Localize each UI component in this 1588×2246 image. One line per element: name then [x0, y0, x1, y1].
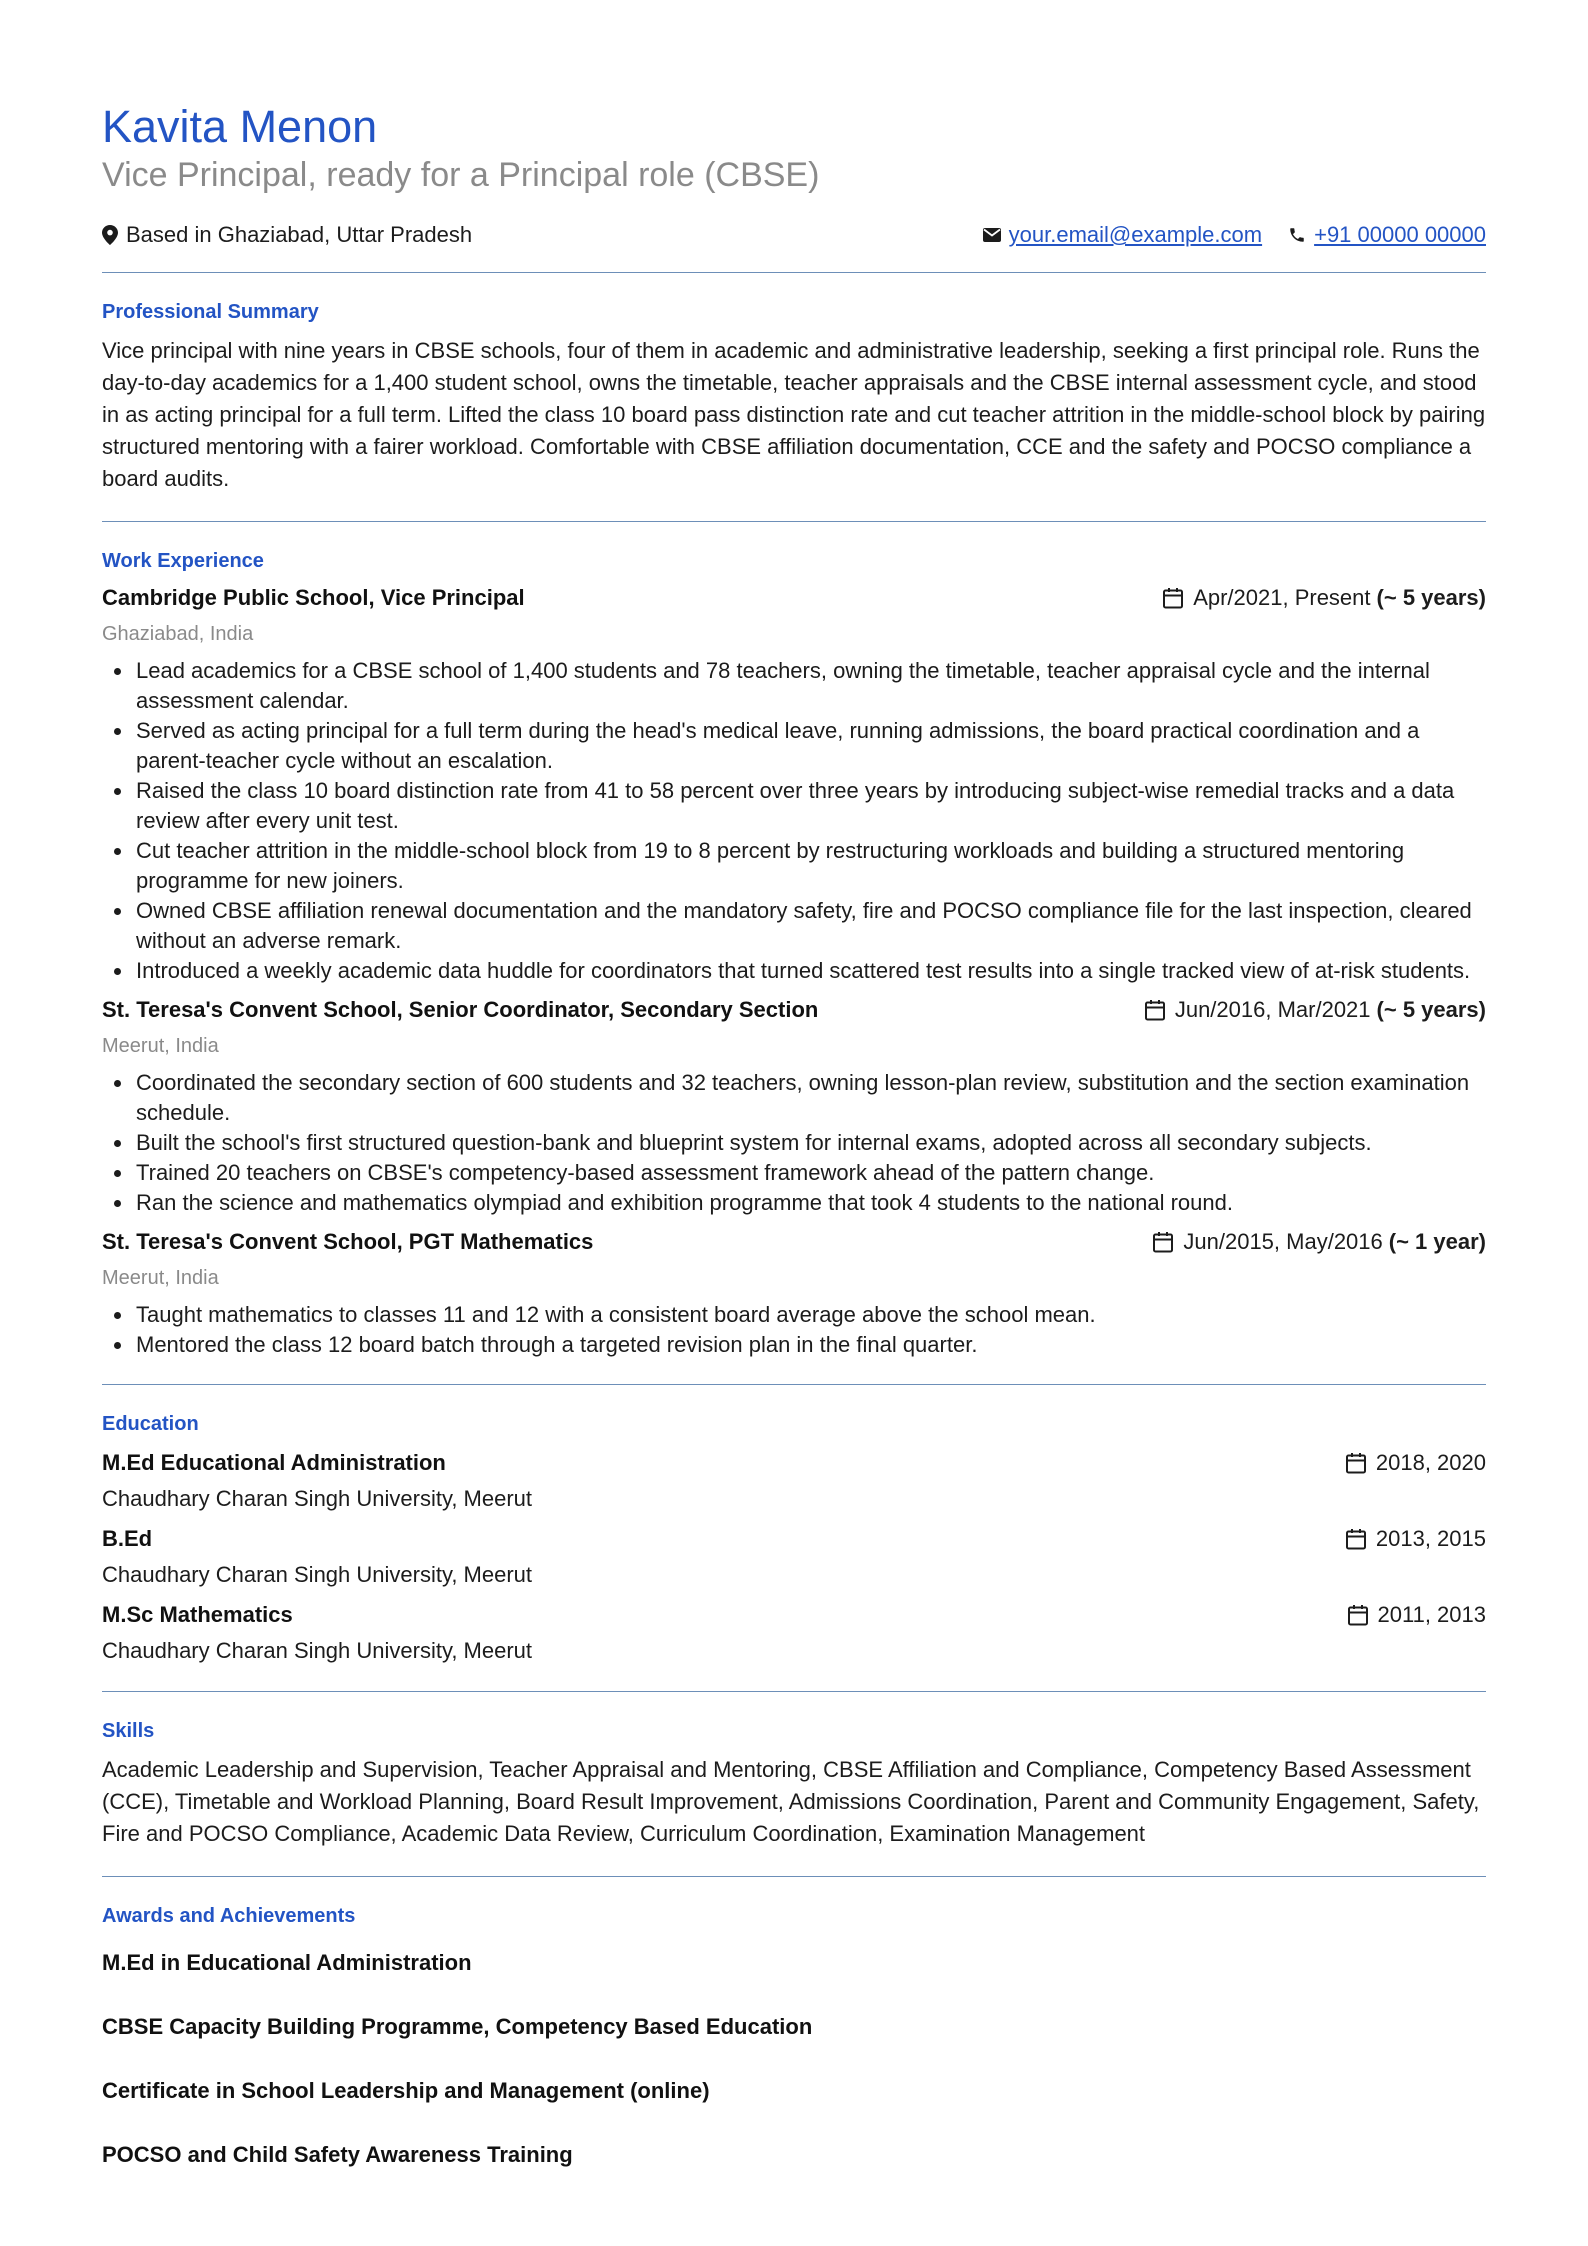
bullet-item: Introduced a weekly academic data huddle for coordinators that turned scattered test results into a single tracked view of at-risk students. — [102, 956, 1486, 986]
summary-title: Professional Summary — [102, 301, 319, 323]
calendar-icon — [1151, 1230, 1175, 1254]
job-header — [102, 1226, 1486, 1258]
divider — [102, 521, 1486, 522]
education-school: Chaudhary Charan Singh University, Meerut — [102, 1562, 533, 1587]
bullet-item: Mentored the class 12 board batch through a targeted revision plan in the final quarter. — [102, 1330, 1486, 1360]
award-item: Certificate in School Leadership and Management (online) — [102, 2078, 710, 2103]
job-date-range: Jun/2015, May/2016 — [1183, 1229, 1383, 1254]
awards-list — [102, 1947, 1486, 2171]
email-link[interactable]: your.email@example.com — [1008, 222, 1263, 247]
job-header — [102, 994, 1486, 1026]
job-dates — [1161, 582, 1486, 614]
job-duration: (~ 1 year) — [1388, 1229, 1486, 1254]
bullet-item: Owned CBSE affiliation renewal documentation and the mandatory safety, fire and POCSO compliance file for the last inspection, cleared without an adverse remark. — [102, 896, 1486, 956]
bullet-item: Taught mathematics to classes 11 and 12 with a consistent board average above the school mean. — [102, 1300, 1486, 1330]
education-degree: M.Sc Mathematics — [102, 1602, 293, 1627]
skills-text: Academic Leadership and Supervision, Teacher Appraisal and Mentoring, CBSE Affiliation and Compliance, Competency Based Assessment (CCE), Timetable and Workload Planning, Board Result Improvement, Admissions Coordination, Parent and Community Engagement, Safety, Fire and POCSO Compliance, Academic Data Review, Curriculum Coordination, Examination Management — [102, 1757, 1480, 1846]
job-title: St. Teresa's Convent School, Senior Coordinator, Secondary Section — [102, 997, 819, 1022]
education-date-range: 2011, 2013 — [1377, 1602, 1486, 1627]
job-role: PGT Mathematics — [408, 1229, 594, 1254]
bullet-item: Lead academics for a CBSE school of 1,400 students and 78 teachers, owning the timetable, teacher appraisal cycle and the internal assessment calendar. — [102, 656, 1486, 716]
email-item — [983, 220, 1262, 250]
location-text: Based in Ghaziabad, Uttar Pradesh — [126, 222, 473, 247]
award-item: M.Ed in Educational Administration — [102, 1950, 472, 1975]
calendar-icon — [1346, 1603, 1370, 1627]
bullet-item: Raised the class 10 board distinction rate from 41 to 58 percent over three years by introducing subject-wise remedial tracks and a data review after every unit test. — [102, 776, 1486, 836]
contact-right — [983, 220, 1486, 250]
bullet-item: Ran the science and mathematics olympiad and exhibition programme that took 4 students to the national round. — [102, 1188, 1486, 1218]
job-duration: (~ 5 years) — [1376, 997, 1486, 1022]
job-date-range: Jun/2016, Mar/2021 — [1174, 997, 1371, 1022]
job-org: St. Teresa's Convent School — [102, 1229, 397, 1254]
job-entry — [102, 994, 1486, 1218]
job-entry — [102, 582, 1486, 986]
contact-row — [102, 220, 1486, 250]
job-entry — [102, 1226, 1486, 1360]
education-degree: M.Ed Educational Administration — [102, 1450, 446, 1475]
education-entry — [102, 1523, 1486, 1591]
divider — [102, 1384, 1486, 1385]
education-entry — [102, 1447, 1486, 1515]
divider — [102, 1876, 1486, 1877]
award-item: POCSO and Child Safety Awareness Training — [102, 2142, 573, 2167]
location-item — [102, 220, 472, 250]
awards-title: Awards and Achievements — [102, 1905, 356, 1927]
education-date-range: 2013, 2015 — [1375, 1526, 1486, 1551]
education-header — [102, 1599, 1486, 1631]
job-location: Meerut, India — [102, 1267, 219, 1289]
name-heading: Kavita Menon — [102, 101, 378, 152]
contact-left — [102, 220, 472, 250]
calendar-icon — [1344, 1527, 1368, 1551]
bullet-item: Coordinated the secondary section of 600 students and 32 teachers, owning lesson-plan review, substitution and the section examination schedule. — [102, 1068, 1486, 1128]
calendar-icon — [1344, 1451, 1368, 1475]
education-dates — [1346, 1599, 1486, 1631]
divider — [102, 1691, 1486, 1692]
education-dates — [1344, 1447, 1486, 1479]
education-school: Chaudhary Charan Singh University, Meerut — [102, 1638, 533, 1663]
job-bullets — [102, 656, 1486, 986]
job-role: Senior Coordinator, Secondary Section — [408, 997, 819, 1022]
envelope-icon — [983, 228, 1001, 242]
education-entry — [102, 1599, 1486, 1667]
job-bullets — [102, 1300, 1486, 1360]
location-pin-icon — [102, 225, 118, 245]
job-bullets — [102, 1068, 1486, 1218]
job-role: Vice Principal — [380, 585, 525, 610]
job-dates — [1143, 994, 1486, 1026]
bullet-item: Cut teacher attrition in the middle-school block from 19 to 8 percent by restructuring workloads and building a structured mentoring programme for new joiners. — [102, 836, 1486, 896]
job-location: Ghaziabad, India — [102, 623, 254, 645]
phone-item — [1288, 220, 1486, 250]
education-dates — [1344, 1523, 1486, 1555]
education-header — [102, 1447, 1486, 1479]
job-header — [102, 582, 1486, 614]
divider — [102, 272, 1486, 273]
education-header — [102, 1523, 1486, 1555]
bullet-item: Served as acting principal for a full term during the head's medical leave, running admissions, the board practical coordination and a parent-teacher cycle without an escalation. — [102, 716, 1486, 776]
award-item: CBSE Capacity Building Programme, Competency Based Education — [102, 2014, 813, 2039]
experience-title: Work Experience — [102, 550, 264, 572]
summary-text: Vice principal with nine years in CBSE schools, four of them in academic and administrative leadership, seeking a first principal role. Runs the day-to-day academics for a 1,400 student school, owns the timetable, teacher appraisals and the CBSE internal assessment cycle, and stood in as acting principal for a full term. Lifted the class 10 board pass distinction rate and cut teacher attrition in the middle-school block by pairing structured mentoring with a fairer workload. Comfortable with CBSE affiliation documentation, CCE and the safety and POCSO compliance a board audits. — [102, 338, 1486, 491]
education-degree: B.Ed — [102, 1526, 153, 1551]
job-org: St. Teresa's Convent School — [102, 997, 397, 1022]
subtitle-heading: Vice Principal, ready for a Principal role (CBSE) — [102, 156, 820, 194]
job-dates — [1151, 1226, 1486, 1258]
job-duration: (~ 5 years) — [1376, 585, 1486, 610]
bullet-item: Built the school's first structured question-bank and blueprint system for internal exams, adopted across all secondary subjects. — [102, 1128, 1486, 1158]
bullet-item: Trained 20 teachers on CBSE's competency-based assessment framework ahead of the pattern change. — [102, 1158, 1486, 1188]
education-school: Chaudhary Charan Singh University, Meerut — [102, 1486, 533, 1511]
job-title: St. Teresa's Convent School, PGT Mathematics — [102, 1229, 594, 1254]
job-org: Cambridge Public School — [102, 585, 369, 610]
job-date-range: Apr/2021, Present — [1193, 585, 1371, 610]
education-title: Education — [102, 1413, 199, 1435]
phone-icon — [1288, 226, 1306, 244]
phone-link[interactable]: +91 00000 00000 — [1314, 222, 1486, 247]
skills-title: Skills — [102, 1720, 155, 1742]
education-date-range: 2018, 2020 — [1375, 1450, 1486, 1475]
calendar-icon — [1143, 998, 1167, 1022]
calendar-icon — [1161, 586, 1185, 610]
job-title: Cambridge Public School, Vice Principal — [102, 585, 525, 610]
job-location: Meerut, India — [102, 1035, 219, 1057]
